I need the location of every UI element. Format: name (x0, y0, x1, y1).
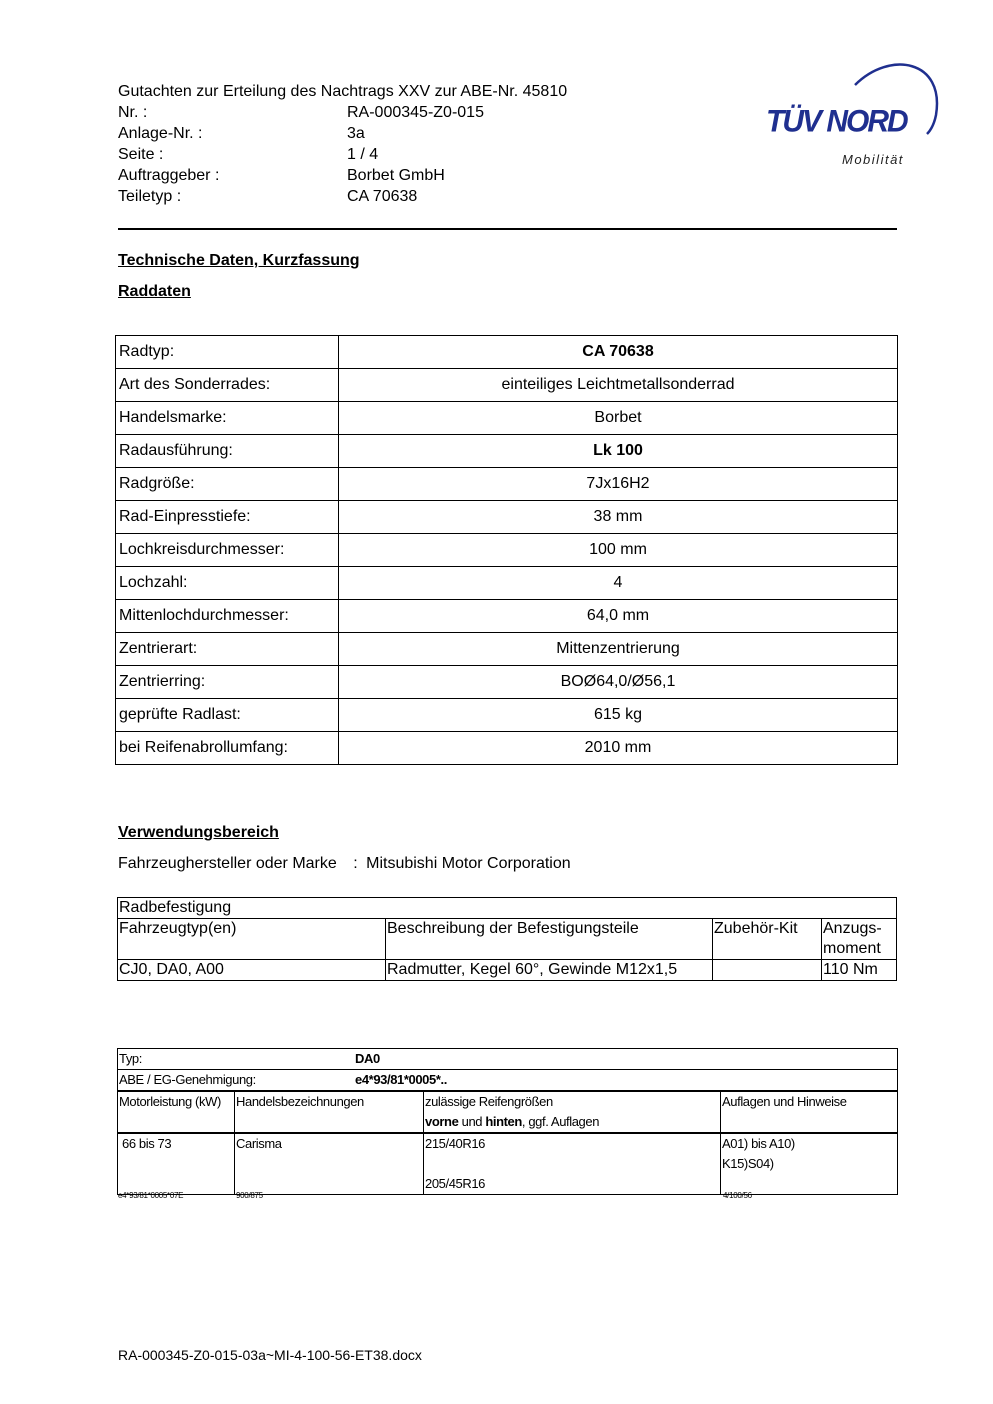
manufacturer-separator: : (353, 855, 358, 872)
reifen-hinten: hinten (485, 1114, 522, 1129)
raddaten-label: Art des Sonderrades: (116, 369, 339, 402)
logo-subtitle: Mobilität (842, 152, 904, 167)
manufacturer-line (118, 855, 571, 873)
table-row (116, 402, 898, 435)
raddaten-label: Radtyp: (116, 336, 339, 369)
header-value: 1 / 4 (347, 146, 379, 163)
raddaten-label: geprüfte Radlast: (116, 699, 339, 732)
raddaten-label: Handelsmarke: (116, 402, 339, 435)
small-code-approval: e4*93/81*0005*07E (118, 1191, 184, 1200)
raddaten-value: CA 70638 (339, 336, 898, 369)
raddaten-label: Rad-Einpresstiefe: (116, 501, 339, 534)
table-row (116, 468, 898, 501)
column-header: Handelsbezeichnungen (235, 1091, 424, 1133)
raddaten-label: Zentrierring: (116, 666, 339, 699)
header-row-auftraggeber (118, 165, 678, 186)
column-header: Zubehör-Kit (713, 919, 822, 960)
table-row (118, 960, 897, 981)
abe-label: ABE / EG-Genehmigung: (119, 1072, 256, 1087)
header-label: Anlage-Nr. : (118, 125, 203, 142)
section-title-verwendung: Verwendungsbereich (118, 824, 279, 841)
table-cell: Carisma (235, 1133, 424, 1195)
raddaten-value: 38 mm (339, 501, 898, 534)
reifen-size: 205/45R16 (425, 1176, 486, 1191)
table-cell: Radmutter, Kegel 60°, Gewinde M12x1,5 (386, 960, 713, 981)
typ-label: Typ: (119, 1051, 142, 1066)
table-row (118, 919, 897, 960)
header-row-seite (118, 144, 678, 165)
reifen-cell (424, 1133, 721, 1195)
raddaten-value: 7Jx16H2 (339, 468, 898, 501)
table-row (116, 534, 898, 567)
typ-value: DA0 (355, 1051, 380, 1066)
befestigung-title: Radbefestigung (118, 898, 897, 919)
table-row (116, 369, 898, 402)
table-cell (713, 960, 822, 981)
raddaten-value: Mittenzentrierung (339, 633, 898, 666)
header-label: Auftraggeber : (118, 167, 220, 184)
abe-value: e4*93/81*0005*.. (355, 1072, 447, 1087)
raddaten-label: Mittenlochdurchmesser: (116, 600, 339, 633)
table-row (116, 567, 898, 600)
header-row-nr (118, 102, 678, 123)
table-row (116, 732, 898, 765)
footer-filename: RA-000345-Z0-015-03a~MI-4-100-56-ET38.docx (118, 1347, 422, 1363)
header-row-anlage (118, 123, 678, 144)
small-code-pattern: 4/100/56 (723, 1191, 752, 1200)
document-header (118, 81, 678, 211)
raddaten-value: BOØ64,0/Ø56,1 (339, 666, 898, 699)
table-row (116, 501, 898, 534)
raddaten-label: Zentrierart: (116, 633, 339, 666)
section-title-technical: Technische Daten, Kurzfassung (118, 252, 360, 269)
table-row (116, 600, 898, 633)
raddaten-label: Lochzahl: (116, 567, 339, 600)
table-row (118, 1091, 898, 1133)
manufacturer-label: Fahrzeughersteller oder Marke (118, 855, 337, 872)
table-row (116, 435, 898, 468)
raddaten-value: einteiliges Leichtmetallsonderrad (339, 369, 898, 402)
table-cell: 110 Nm (822, 960, 897, 981)
header-label: Seite : (118, 146, 164, 163)
header-label: Teiletyp : (118, 188, 182, 205)
reifen-size: 215/40R16 (425, 1136, 486, 1151)
logo-brand: TÜV NORD (766, 104, 907, 139)
table-row (118, 1070, 898, 1092)
column-header-reifen (424, 1091, 721, 1133)
typ-table (117, 1048, 898, 1195)
raddaten-value: 64,0 mm (339, 600, 898, 633)
typ-row (118, 1049, 898, 1070)
table-row (116, 336, 898, 369)
document-title: Gutachten zur Erteilung des Nachtrags XXV zur ABE-Nr. 45810 (118, 83, 568, 100)
raddaten-table (115, 335, 898, 765)
raddaten-value: 2010 mm (339, 732, 898, 765)
manufacturer-value: Mitsubishi Motor Corporation (366, 855, 571, 872)
reifen-rest: , ggf. Auflagen (521, 1114, 600, 1129)
header-value: Borbet GmbH (347, 167, 445, 184)
raddaten-label: Radgröße: (116, 468, 339, 501)
column-header: Fahrzeugtyp(en) (118, 919, 386, 960)
table-cell: CJ0, DA0, A00 (118, 960, 386, 981)
table-row (118, 898, 897, 919)
raddaten-value: 4 (339, 567, 898, 600)
reifen-und: und (458, 1114, 486, 1129)
header-label: Nr. : (118, 104, 148, 121)
table-row (118, 1133, 898, 1195)
table-row (116, 633, 898, 666)
column-header: Beschreibung der Befestigungsteile (386, 919, 713, 960)
reifen-header-line2 (425, 1112, 719, 1132)
table-row (116, 699, 898, 732)
header-row-teiletyp (118, 186, 678, 207)
section-title-raddaten: Raddaten (118, 283, 191, 300)
raddaten-value: 615 kg (339, 699, 898, 732)
table-row (118, 1049, 898, 1070)
auflagen-cell (721, 1133, 898, 1195)
auflagen-line: A01) bis A10) (722, 1136, 795, 1151)
auflagen-line: K15)S04) (722, 1156, 774, 1171)
raddaten-value: Borbet (339, 402, 898, 435)
small-code-load: 900/875 (236, 1191, 263, 1200)
table-row (116, 666, 898, 699)
reifen-vorne: vorne (425, 1114, 459, 1129)
abe-row (118, 1070, 898, 1092)
raddaten-label: bei Reifenabrollumfang: (116, 732, 339, 765)
column-header: Anzugs- moment (822, 919, 897, 960)
reifen-header-line1: zulässige Reifengrößen (425, 1094, 553, 1109)
table-cell: 66 bis 73 (118, 1133, 235, 1195)
column-header: Auflagen und Hinweise (721, 1091, 898, 1133)
column-header: Motorleistung (kW) (118, 1091, 235, 1133)
raddaten-label: Lochkreisdurchmesser: (116, 534, 339, 567)
header-value: RA-000345-Z0-015 (347, 104, 484, 121)
raddaten-label: Radausführung: (116, 435, 339, 468)
raddaten-value: 100 mm (339, 534, 898, 567)
raddaten-value: Lk 100 (339, 435, 898, 468)
tuev-nord-logo (760, 55, 945, 175)
header-divider (118, 228, 897, 230)
header-value: CA 70638 (347, 188, 418, 205)
radbefestigung-table (117, 897, 897, 981)
header-value: 3a (347, 125, 365, 142)
